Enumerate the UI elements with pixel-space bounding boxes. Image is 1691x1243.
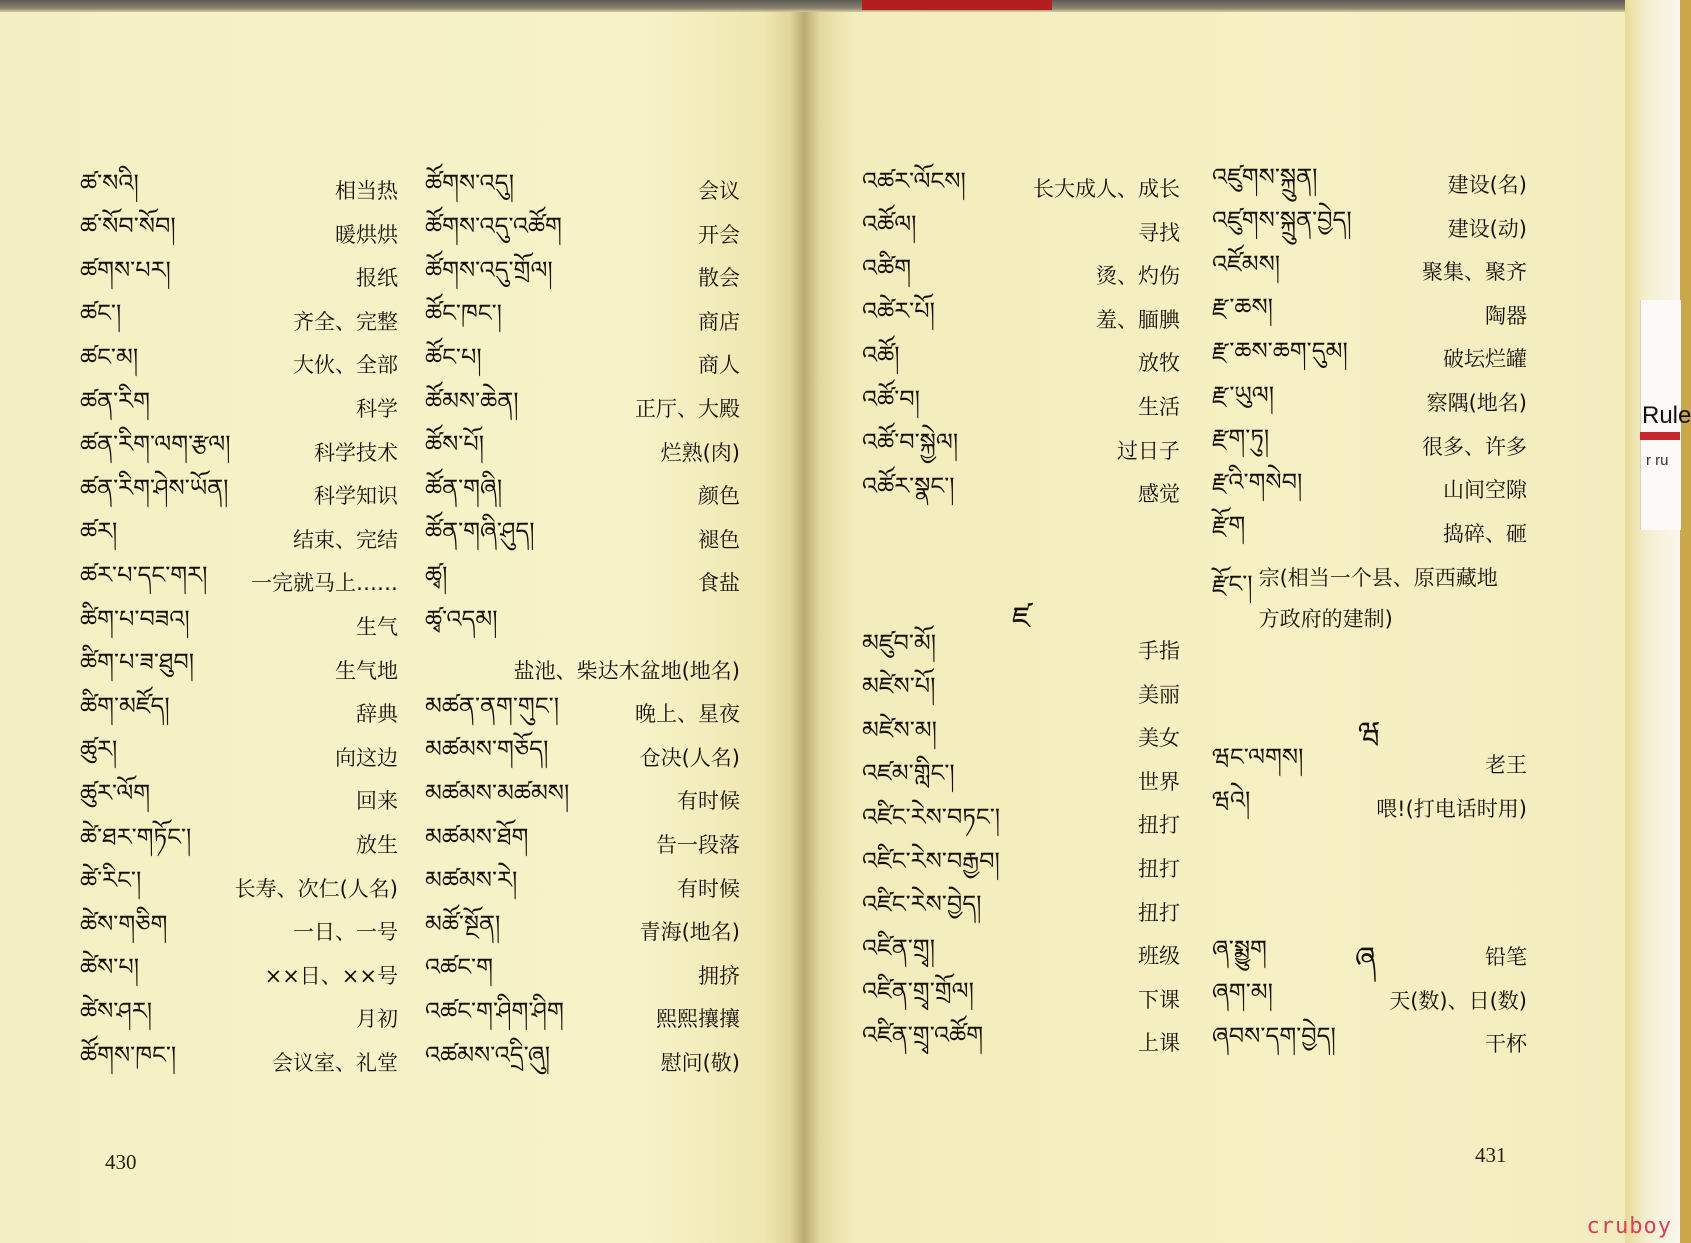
chinese-definition: 寻找: [1138, 220, 1180, 245]
chinese-definition: 扭打: [1138, 900, 1180, 925]
chinese-definition: 会议: [698, 179, 740, 203]
chinese-definition: 干杯: [1485, 1032, 1527, 1057]
tibetan-term: འཛོམས།: [1212, 249, 1281, 278]
tibetan-term: འཛིན་གྲྭ་འཚོག: [862, 1020, 984, 1049]
tibetan-term: འཚང་ག: [425, 953, 493, 982]
page-number: 431: [1475, 1143, 1507, 1167]
tibetan-term: འཚོ།: [862, 340, 900, 369]
dictionary-entry: [80, 691, 398, 735]
chinese-definition: 报纸: [356, 266, 398, 291]
tibetan-term: རྫ་ཆས།: [1212, 293, 1273, 322]
tibetan-term: ཚོགས་འདུ་འཚོག: [425, 212, 562, 241]
tibetan-term: ཚྭ་འདམ།: [425, 604, 498, 633]
chinese-definition: 上课: [1138, 1031, 1180, 1056]
tibetan-term: ཞ་སྨྱུག: [1212, 934, 1267, 963]
tibetan-term: འཛིང་རེས་བརྒྱབ།: [862, 846, 1000, 875]
ruler-label: Rule: [1642, 402, 1691, 429]
tibetan-term: འཛིང་རེས་བཏང་།: [862, 802, 1001, 831]
chinese-definition: 陶器: [1485, 303, 1527, 328]
tibetan-term: ཚོགས་འདུ།: [425, 168, 515, 197]
chinese-definition: 世界: [1138, 769, 1180, 794]
chinese-definition: 美丽: [1138, 682, 1180, 707]
chinese-definition: 过日子: [1117, 438, 1180, 463]
dictionary-entry: [80, 473, 398, 517]
section-heading-dza: ཛ: [1012, 601, 1031, 636]
tibetan-term: ཚེས་གཅིག: [80, 909, 168, 938]
chinese-definition: 食盐: [698, 571, 740, 596]
tibetan-term: ཝང་ལགས།: [1212, 742, 1304, 771]
chinese-definition: 生活: [1138, 395, 1180, 419]
chinese-definition: ××日、××号: [264, 963, 398, 988]
chinese-definition: 感觉: [1138, 482, 1180, 507]
chinese-definition: 喂!(打电话时用): [1376, 796, 1527, 821]
book-gutter: [790, 0, 820, 1243]
tibetan-term: ཚན་རིག: [80, 386, 150, 415]
ruler-sublabel: r ru: [1646, 452, 1669, 469]
tibetan-term: མཚོ་སྔོན།: [425, 909, 501, 938]
tibetan-term: འཚོ་བ་སྐྱེལ།: [862, 428, 959, 457]
chinese-definition: 一日、一号: [293, 920, 398, 945]
chinese-definition: 正厅、大殿: [635, 397, 740, 421]
chinese-definition: 下课: [1138, 987, 1180, 1012]
tibetan-term: རྫོག: [1212, 511, 1246, 540]
chinese-definition: 科学知识: [314, 484, 398, 509]
tibetan-term: ཚང་མ།: [80, 342, 139, 371]
tibetan-term: ཚོན་གཞི།: [425, 473, 503, 502]
chinese-definition: 回来: [356, 789, 398, 814]
tibetan-term: འཛིན་གྲྭ་གྲོལ།: [862, 977, 974, 1006]
chinese-definition: 齐全、完整: [293, 309, 398, 334]
dictionary-entry: [862, 297, 1180, 341]
tibetan-term: ཚེས་ཤར།: [80, 996, 153, 1025]
top-strip: [0, 0, 1680, 12]
chinese-definition: 手指: [1138, 639, 1180, 663]
chinese-definition: 颜色: [698, 484, 740, 509]
chinese-definition: 建设(名): [1447, 173, 1527, 197]
chinese-definition: 破坛烂罐: [1443, 347, 1527, 372]
page-number: 430: [105, 1150, 137, 1174]
tibetan-term: འཛུགས་སྐྲུན་བྱེད།: [1212, 206, 1352, 235]
tibetan-term: ཚར་པ་དང་གར།: [80, 560, 208, 589]
chinese-definition: 结束、完结: [293, 527, 398, 552]
tibetan-term: མཚམས་མཚམས།: [425, 778, 570, 807]
ruler-red-stripe: [1640, 432, 1680, 440]
tibetan-term: ཚོམས་ཆེན།: [425, 386, 519, 415]
chinese-definition: 月初: [356, 1007, 398, 1032]
chinese-definition: 盐池、柴达木盆地(地名): [513, 658, 740, 683]
tibetan-term: ཚགས་པར།: [80, 255, 171, 284]
tibetan-term: ཚན་རིག་ལག་རྩལ།: [80, 430, 231, 459]
chinese-definition: 科学技术: [314, 440, 398, 465]
tibetan-term: ཚན་རིག་ཤེས་ཡོན།: [80, 473, 229, 502]
chinese-definition: 一完就马上……: [251, 571, 398, 596]
tibetan-term: ཚེ་རིང་།: [80, 866, 142, 895]
section-heading-wa: ཝ: [1358, 716, 1381, 751]
tibetan-term: འཚོ་བ།: [862, 384, 920, 413]
tibetan-term: འཚེར་པོ།: [862, 297, 935, 326]
chinese-definition: 羞、腼腆: [1096, 307, 1180, 332]
dictionary-entry: [1212, 1021, 1527, 1065]
tibetan-term: མཚམས་རེ།: [425, 866, 518, 895]
tibetan-term: མཚན་ནག་གུང་།: [425, 691, 560, 720]
tibetan-term: རྫའི་གསེབ།: [1212, 467, 1303, 496]
dictionary-entry: [80, 1040, 398, 1084]
chinese-definition: 开会: [698, 222, 740, 247]
chinese-definition: 慰问(敬): [660, 1051, 740, 1075]
tibetan-term: འཚང་ག་ཤིག་ཤིག: [425, 996, 564, 1025]
chinese-definition: 宗(相当一个县、原西藏地方政府的建制): [1258, 566, 1498, 632]
chinese-definition: 烫、灼伤: [1096, 264, 1180, 289]
chinese-definition: 放牧: [1138, 351, 1180, 376]
tibetan-term: འཛིན་གྲྭ།: [862, 933, 936, 962]
dictionary-entry: [425, 604, 740, 648]
tibetan-term: ཚོང་པ།: [425, 342, 482, 371]
dictionary-entry: [425, 517, 740, 561]
tibetan-term: ཚོགས་ཁང་།: [80, 1040, 177, 1069]
chinese-definition: 扭打: [1138, 857, 1180, 881]
tibetan-term: ཚ་སོབ་སོབ།: [80, 212, 176, 241]
tibetan-term: ཝའེ།: [1212, 786, 1251, 815]
chinese-definition: 大伙、全部: [293, 353, 398, 378]
dictionary-entry: [862, 1020, 1180, 1064]
tibetan-term: འཛུགས་སྐྲུན།: [1212, 162, 1318, 191]
tibetan-term: ཚར།: [80, 517, 118, 546]
tibetan-term: ཚེས་པ།: [80, 953, 140, 982]
section-heading-zha: ཞ: [1355, 941, 1376, 976]
chinese-definition: 长大成人、成长: [1033, 177, 1180, 201]
chinese-definition: 长寿、次仁(人名): [234, 876, 398, 901]
chinese-definition: 美女: [1138, 726, 1180, 751]
chinese-definition: 很多、许多: [1422, 434, 1527, 459]
tibetan-term: ཚུར་ལོག: [80, 778, 151, 807]
chinese-definition: 聚集、聚齐: [1422, 260, 1527, 285]
dictionary-entry: [425, 1040, 740, 1084]
dictionary-entry: [862, 471, 1180, 515]
chinese-definition: 班级: [1138, 944, 1180, 969]
tibetan-term: ཚྭ།: [425, 560, 448, 589]
chinese-definition: 相当热: [335, 179, 398, 203]
dictionary-entry: [1212, 558, 1527, 640]
tibetan-term: འཚིག: [862, 253, 912, 282]
tibetan-term: ཞག་མ།: [1212, 978, 1273, 1007]
chinese-definition: 有时候: [677, 876, 740, 901]
tibetan-term: ཞབས་དག་བྱེད།: [1212, 1021, 1336, 1050]
page-edge: [1625, 0, 1680, 1243]
chinese-definition: 仓决(人名): [639, 745, 740, 770]
left-page-column-2: [425, 168, 740, 1108]
tibetan-term: མཛེས་མ།: [862, 715, 937, 744]
chinese-definition: 褪色: [698, 527, 740, 552]
chinese-definition: 铅笔: [1485, 945, 1527, 969]
tibetan-term: འཚམས་འདྲི་ཞུ།: [425, 1040, 551, 1069]
chinese-definition: 辞典: [356, 702, 398, 727]
dictionary-entry: [1212, 786, 1527, 830]
tibetan-term: ཚ་སའི།: [80, 168, 139, 197]
chinese-definition: 察隅(地名): [1426, 391, 1527, 415]
tibetan-term: རྫོང་།: [1212, 570, 1253, 599]
tibetan-term: ཚོང་ཁང་།: [425, 299, 502, 328]
left-page-column-1: [80, 168, 398, 1108]
tibetan-term: འཛམ་གླིང་།: [862, 759, 955, 788]
tibetan-term: འཚོར་སྣང་།: [862, 471, 955, 500]
tibetan-term: ཚོས་པོ།: [425, 430, 485, 459]
chinese-definition: 放生: [356, 833, 398, 857]
chinese-definition: 捣碎、砸: [1443, 521, 1527, 546]
chinese-definition: 熙熙攘攘: [656, 1007, 740, 1032]
chinese-definition: 商店: [698, 309, 740, 334]
chinese-definition: 暖烘烘: [335, 222, 398, 247]
chinese-definition: 青海(地名): [639, 920, 740, 945]
chinese-definition: 生气地: [335, 658, 398, 683]
tibetan-term: ཚེ་ཐར་གཏོང་།: [80, 822, 192, 851]
tibetan-term: མཚམས་ཐོག: [425, 822, 529, 851]
tibetan-term: ཚང་།: [80, 299, 122, 328]
chinese-definition: 会议室、礼堂: [272, 1051, 398, 1075]
tibetan-term: རྫག་ཏུ།: [1212, 424, 1270, 453]
chinese-definition: 老王: [1485, 753, 1527, 777]
chinese-definition: 山间空隙: [1443, 478, 1527, 503]
tibetan-term: མཚམས་གཅོད།: [425, 735, 549, 764]
dictionary-entry: [80, 255, 398, 299]
tibetan-term: འཛིང་རེས་བྱེད།: [862, 890, 982, 919]
chinese-definition: 烂熟(肉): [660, 440, 740, 465]
red-bookmark: [862, 0, 1052, 10]
chinese-definition: 建设(动): [1447, 216, 1527, 241]
chinese-definition: 有时候: [677, 789, 740, 814]
chinese-definition: 生气: [356, 615, 398, 639]
tibetan-term: རྫ་ཆས་ཆག་དུམ།: [1212, 336, 1348, 365]
chinese-definition: 天(数)、日(数): [1389, 988, 1527, 1013]
tibetan-term: ཚོན་གཞི་ཤུད།: [425, 517, 535, 546]
chinese-definition: 散会: [698, 266, 740, 291]
tibetan-term: རྫ་ཡུལ།: [1212, 380, 1275, 409]
watermark: cruboy: [1586, 1214, 1672, 1239]
tibetan-term: ཚིག་པ་བཟའ།: [80, 604, 190, 633]
tibetan-term: འཚོལ།: [862, 210, 917, 239]
chinese-definition: 科学: [356, 397, 398, 421]
chinese-definition: 扭打: [1138, 813, 1180, 838]
chinese-definition: 告一段落: [656, 833, 740, 857]
tibetan-term: ཚུར།: [80, 735, 118, 764]
chinese-definition: 晚上、星夜: [635, 702, 740, 727]
chinese-definition: 拥挤: [698, 963, 740, 988]
chinese-definition: 向这边: [335, 745, 398, 770]
chinese-definition: 商人: [698, 353, 740, 378]
tibetan-term: མཛུབ་མོ།: [862, 628, 937, 657]
tibetan-term: ཚིག་མཛོད།: [80, 691, 170, 720]
dictionary-entry: [1212, 511, 1527, 555]
tibetan-term: ཚིག་པ་ཟ་ཐུབ།: [80, 648, 195, 677]
tibetan-term: ཚོགས་འདུ་གྲོལ།: [425, 255, 553, 284]
dictionary-entry: [1212, 467, 1527, 511]
tibetan-term: མཛེས་པོ།: [862, 672, 936, 701]
tibetan-term: འཚར་ལོངས།: [862, 166, 966, 195]
